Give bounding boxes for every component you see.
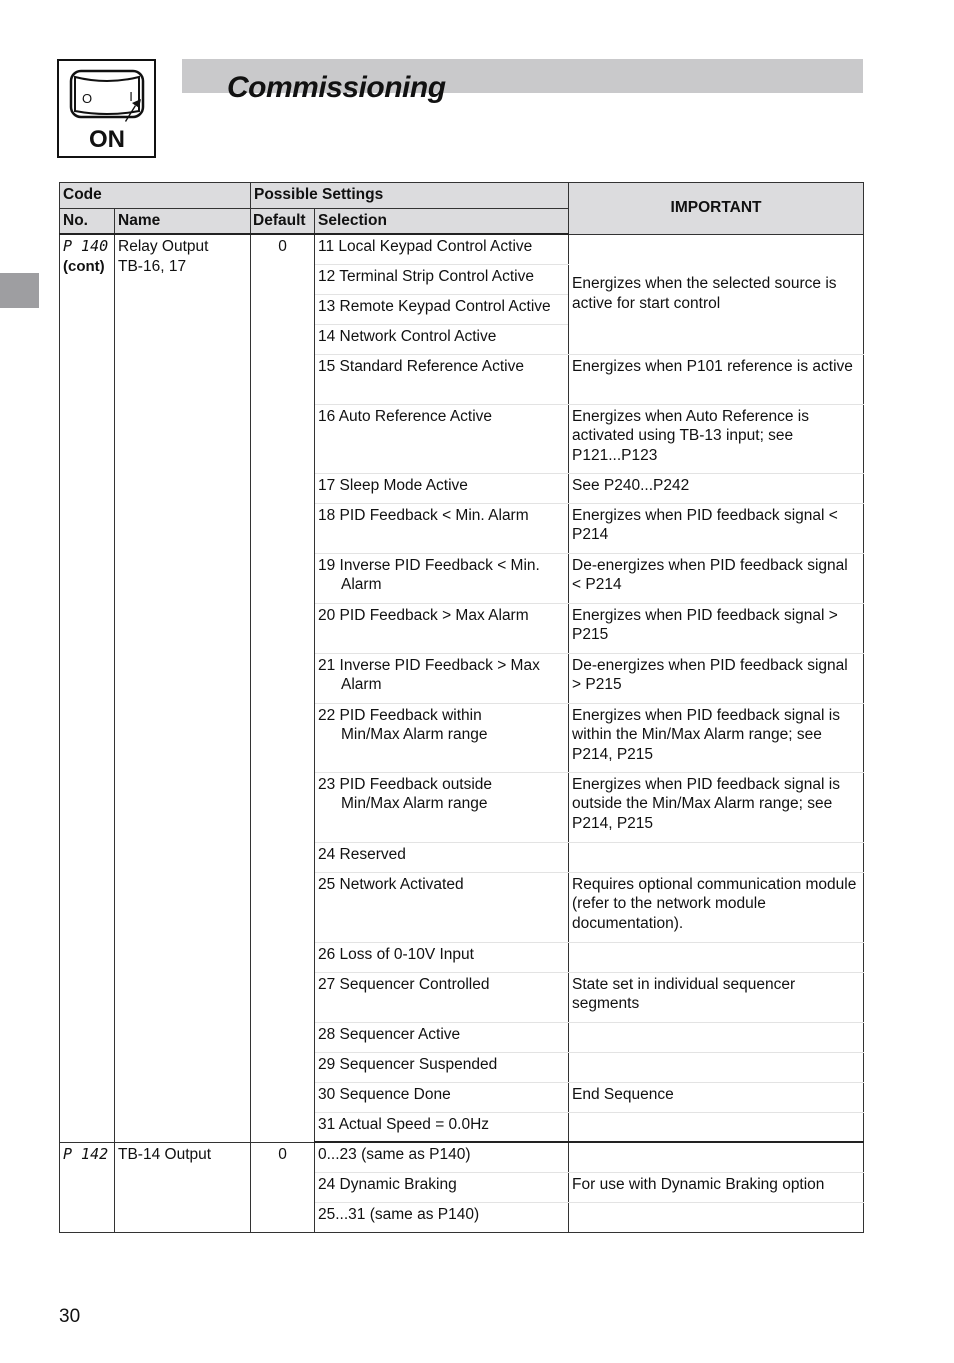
important-11-14: Energizes when the selected source is active for start control	[569, 234, 864, 354]
parameter-table	[59, 182, 864, 1233]
header-possible-settings: Possible Settings	[251, 183, 569, 209]
selection-text: 19 Inverse PID Feedback < Min. Alarm	[318, 556, 540, 593]
selection-25: 25 Network Activated	[315, 872, 569, 942]
param-code: P 140	[63, 237, 109, 255]
important-21: De-energizes when PID feedback signal > P215	[569, 653, 864, 703]
important-25: Requires optional communication module (refer to the network module documentation).	[569, 872, 864, 942]
selection-15: 15 Standard Reference Active	[315, 354, 569, 404]
header-selection: Selection	[315, 208, 569, 234]
param-number-p142: P 142	[60, 1142, 115, 1232]
selection-19	[315, 553, 569, 603]
section-tab-marker	[0, 273, 39, 308]
important-22: Energizes when PID feedback signal is within the Min/Max Alarm range; see P214, P215	[569, 703, 864, 772]
selection-30: 30 Sequence Done	[315, 1082, 569, 1112]
important-31	[569, 1112, 864, 1142]
param-number-p140	[60, 234, 115, 1142]
cont-label: (cont)	[63, 257, 105, 275]
param-default-p142: 0	[251, 1142, 315, 1232]
selection-20: 20 PID Feedback > Max Alarm	[315, 603, 569, 653]
selection-text: 23 PID Feedback outside Min/Max Alarm range	[318, 775, 493, 812]
page-number: 30	[59, 1306, 81, 1327]
param-name-line: TB-16, 17	[118, 257, 187, 275]
p142-important-25-31	[569, 1202, 864, 1232]
selection-31: 31 Actual Speed = 0.0Hz	[315, 1112, 569, 1142]
p142-selection-0-23: 0...23 (same as P140)	[315, 1142, 569, 1172]
page-title: Commissioning	[227, 71, 446, 104]
selection-29: 29 Sequencer Suspended	[315, 1052, 569, 1082]
selection-text: 22 PID Feedback within Min/Max Alarm range	[318, 706, 488, 743]
selection-text: 21 Inverse PID Feedback > Max Alarm	[318, 656, 540, 693]
selection-12: 12 Terminal Strip Control Active	[315, 264, 569, 294]
header-code: Code	[60, 183, 251, 209]
selection-22	[315, 703, 569, 772]
p142-important-0-23	[569, 1142, 864, 1172]
switch-off-mark: O	[81, 91, 93, 106]
selection-18: 18 PID Feedback < Min. Alarm	[315, 503, 569, 553]
selection-17: 17 Sleep Mode Active	[315, 473, 569, 503]
important-28	[569, 1022, 864, 1052]
important-18: Energizes when PID feedback signal < P214	[569, 503, 864, 553]
header-default: Default	[251, 208, 315, 234]
p142-selection-24: 24 Dynamic Braking	[315, 1172, 569, 1202]
power-switch-on-icon	[57, 59, 156, 158]
selection-16: 16 Auto Reference Active	[315, 404, 569, 473]
important-27: State set in individual sequencer segments	[569, 972, 864, 1022]
param-name-line: Relay Output	[118, 238, 209, 255]
selection-26: 26 Loss of 0-10V Input	[315, 942, 569, 972]
important-17: See P240...P242	[569, 473, 864, 503]
important-16: Energizes when Auto Reference is activated using TB-13 input; see P121...P123	[569, 404, 864, 473]
param-name-p140	[115, 234, 251, 1142]
important-30: End Sequence	[569, 1082, 864, 1112]
header-important: IMPORTANT	[569, 183, 864, 235]
selection-11: 11 Local Keypad Control Active	[315, 234, 569, 264]
param-name-p142: TB-14 Output	[115, 1142, 251, 1232]
param-default-p140: 0	[251, 234, 315, 1142]
important-15: Energizes when P101 reference is active	[569, 354, 864, 404]
p142-important-24: For use with Dynamic Braking option	[569, 1172, 864, 1202]
selection-14: 14 Network Control Active	[315, 324, 569, 354]
on-label: ON	[89, 126, 125, 153]
selection-27: 27 Sequencer Controlled	[315, 972, 569, 1022]
header-name: Name	[115, 208, 251, 234]
selection-28: 28 Sequencer Active	[315, 1022, 569, 1052]
important-19: De-energizes when PID feedback signal < P214	[569, 553, 864, 603]
switch-on-mark: I	[129, 89, 133, 104]
important-24	[569, 842, 864, 872]
important-29	[569, 1052, 864, 1082]
selection-24: 24 Reserved	[315, 842, 569, 872]
selection-23	[315, 772, 569, 842]
header-no: No.	[60, 208, 115, 234]
selection-13: 13 Remote Keypad Control Active	[315, 294, 569, 324]
important-26	[569, 942, 864, 972]
important-20: Energizes when PID feedback signal > P215	[569, 603, 864, 653]
selection-21	[315, 653, 569, 703]
p142-selection-25-31: 25...31 (same as P140)	[315, 1202, 569, 1232]
important-23: Energizes when PID feedback signal is outside the Min/Max Alarm range; see P214, P215	[569, 772, 864, 842]
